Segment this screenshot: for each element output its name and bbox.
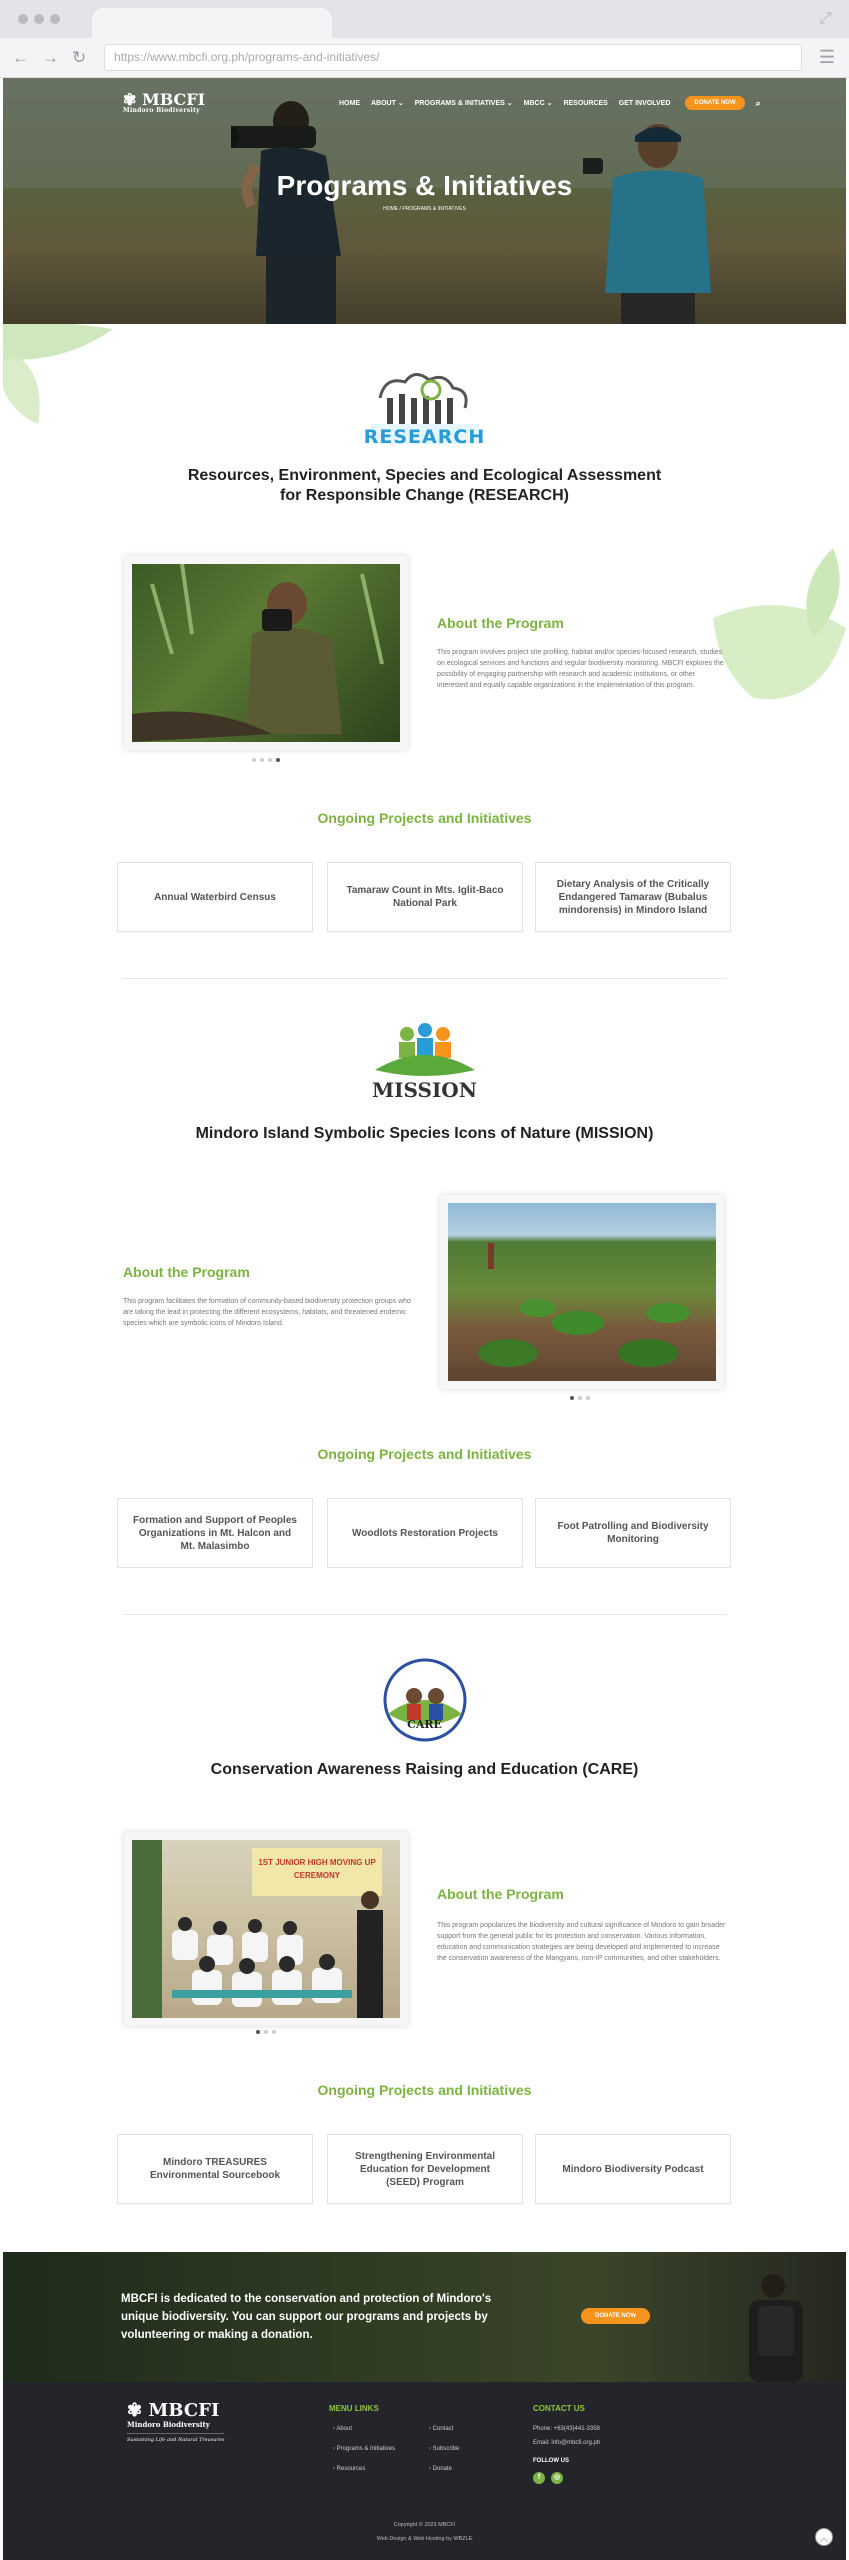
footer-logo[interactable] [127, 2400, 224, 2443]
nav-about[interactable]: ABOUT ⌄ [371, 100, 404, 107]
woodlot-image [448, 1203, 716, 1381]
carousel-dot-active[interactable] [276, 758, 280, 762]
project-card[interactable] [535, 2134, 731, 2204]
carousel-dot[interactable] [264, 2030, 268, 2034]
window-maximize-dot[interactable] [50, 14, 60, 24]
mission-carousel-dots [570, 1396, 590, 1400]
footer-email[interactable]: Email: info@mbcfi.org.ph [533, 2440, 601, 2446]
cta-donate-button[interactable]: DONATE NOW [581, 2308, 650, 2324]
carousel-dot-active[interactable] [570, 1396, 574, 1400]
footer-logo-subtitle: Mindoro Biodiversity [127, 2420, 210, 2429]
research-photo-frame [124, 556, 408, 750]
browser-titlebar [0, 0, 849, 38]
instagram-icon[interactable]: ◎ [551, 2472, 563, 2484]
logo-text: MBCFI [141, 90, 206, 109]
project-card[interactable] [117, 2134, 313, 2204]
footer-copyright: Copyright © 2023 MBCFI [393, 2522, 456, 2528]
nav-resources[interactable]: RESOURCES [563, 99, 608, 107]
care-logo-text: CARE [407, 1718, 442, 1731]
mission-logo [3, 1020, 846, 1102]
project-title: Mindoro TREASURES Environmental Sourcebook [149, 2157, 281, 2181]
nav-programs[interactable]: PROGRAMS & INITIATIVES ⌄ [414, 100, 513, 107]
mission-photo-frame [440, 1195, 724, 1389]
reload-icon[interactable]: ↻ [72, 48, 87, 67]
project-card[interactable] [535, 862, 731, 932]
hero-banner [3, 78, 846, 324]
section-divider [123, 1614, 727, 1615]
research-title-line2: for Responsible Change (RESEARCH) [280, 487, 569, 504]
page-title: Programs & Initiatives [276, 170, 573, 201]
research-title [3, 466, 846, 506]
search-icon[interactable]: ⌕ [755, 97, 761, 108]
window-minimize-dot[interactable] [34, 14, 44, 24]
nav-mbcc[interactable]: MBCC ⌄ [523, 100, 553, 107]
footer-phone[interactable]: Phone: +63(43)441-3358 [533, 2426, 600, 2432]
nav-home[interactable]: HOME [339, 99, 360, 107]
research-carousel-dots [252, 758, 280, 762]
main-navigation [339, 96, 761, 110]
care-photo-frame [124, 1832, 408, 2026]
hamburger-icon[interactable]: ☰ [818, 47, 835, 67]
site-logo[interactable] [123, 90, 205, 114]
footer-link-subscribe[interactable]: › Subscribe [429, 2446, 459, 2452]
research-about-text: This program involves project site profiling, habitat and/or species-focused research, studies on ecological services and functions and regular biodiversity monitoring. MBCFI explores the possibility of engaging partnership with research and academic institutions, or other interested and equally capable organizations in the implementation of this program. [437, 649, 724, 689]
mission-about-heading: About the Program [123, 1264, 250, 1280]
donate-button[interactable]: DONATE NOW [685, 96, 744, 110]
project-title: Annual Waterbird Census [154, 891, 276, 903]
carousel-dot[interactable] [260, 758, 264, 762]
logo-tree-icon: ✾ [123, 90, 137, 109]
web-page [3, 78, 846, 2560]
project-title: Strengthening Environmental Education for Development (SEED) Program [354, 2150, 495, 2188]
back-arrow-icon[interactable]: ← [12, 48, 29, 67]
scroll-to-top-button[interactable]: ︿ [815, 2528, 833, 2546]
research-about-heading: About the Program [437, 615, 564, 631]
footer-menu-heading: MENU LINKS [329, 2404, 379, 2413]
breadcrumb [3, 206, 846, 212]
research-logo [3, 368, 846, 453]
footer-link-programs[interactable]: › Programs & Initiatives [333, 2446, 395, 2452]
footer-link-contact[interactable]: › Contact [429, 2426, 453, 2432]
footer-link-donate[interactable]: › Donate [429, 2466, 452, 2472]
project-card[interactable] [535, 1498, 731, 1568]
footer-link-about[interactable]: › About [333, 2426, 352, 2432]
mission-about-text: This program facilitates the formation of community-based biodiversity protection groups who are taking the lead in protecting the different ecosystems, habitats, and threatened endemic species which are symbolic icons of Mindoro Island. [123, 1298, 411, 1327]
expand-icon[interactable]: ⤢ [819, 10, 832, 27]
section-divider [123, 978, 727, 979]
carousel-dot[interactable] [268, 758, 272, 762]
project-card[interactable] [327, 2134, 523, 2204]
project-title: Woodlots Restoration Projects [352, 1527, 498, 1539]
research-ongoing-heading: Ongoing Projects and Initiatives [317, 810, 532, 826]
project-card[interactable] [117, 862, 313, 932]
care-logo [3, 1656, 846, 1749]
mission-photo [448, 1203, 716, 1381]
logo-subtitle: Mindoro Biodiversity [123, 107, 200, 114]
project-title: Tamaraw Count in Mts. Iglit-Baco National Park [346, 885, 504, 909]
project-card[interactable] [327, 862, 523, 932]
care-about-heading: About the Program [437, 1886, 564, 1902]
footer-follow-heading: FOLLOW US [533, 2458, 569, 2464]
project-title: Dietary Analysis of the Critically Endangered Tamaraw (Bubalus mindorensis) in Mindoro Island [556, 878, 710, 916]
carousel-dot[interactable] [272, 2030, 276, 2034]
carousel-dot[interactable] [252, 758, 256, 762]
breadcrumb-home[interactable]: HOME [383, 206, 399, 212]
window-close-dot[interactable] [18, 14, 28, 24]
project-card[interactable] [117, 1498, 313, 1568]
students-image [132, 1840, 400, 2018]
leaf-decoration-right [713, 548, 846, 718]
breadcrumb-current: PROGRAMS & INITIATIVES [402, 206, 466, 212]
address-bar[interactable]: https://www.mbcfi.org.ph/programs-and-initiatives/ [104, 44, 802, 71]
project-card[interactable] [327, 1498, 523, 1568]
carousel-dot[interactable] [586, 1396, 590, 1400]
researcher-image [132, 564, 400, 742]
donation-cta-banner [3, 2252, 846, 2382]
ceremony-banner: 1ST JUNIOR HIGH MOVING UP CEREMONY [252, 1848, 382, 1896]
browser-toolbar [0, 38, 849, 78]
carousel-dot-active[interactable] [256, 2030, 260, 2034]
care-carousel-dots [256, 2030, 276, 2034]
cta-text: MBCFI is dedicated to the conservation and protection of Mindoro's unique biodiversity. You can support our programs and projects by volunteering or making a donation. [121, 2293, 492, 2341]
footer-credit[interactable]: Web Design & Web Hosting by WBZLE [376, 2536, 473, 2542]
research-photo [132, 564, 400, 742]
forward-arrow-icon[interactable]: → [42, 48, 59, 67]
carousel-dot[interactable] [578, 1396, 582, 1400]
care-ongoing-heading: Ongoing Projects and Initiatives [317, 2082, 532, 2098]
footer-logo-text: MBCFI [148, 2400, 220, 2421]
mission-ongoing-heading: Ongoing Projects and Initiatives [317, 1446, 532, 1462]
care-photo [132, 1840, 400, 2018]
footer-link-resources[interactable]: › Resources [333, 2466, 365, 2472]
care-about-text: This program popularizes the biodiversity and cultural significance of Mindoro to gain broader support from the general public for its protection and conservation. Various information, education and communication strategies are being developed and implemented to increase the conservation awareness of the Mangyans, non-IP communities, and other stakeholders. [437, 1922, 726, 1962]
research-logo-text: RESEARCH [363, 426, 486, 448]
project-title: Formation and Support of Peoples Organizations in Mt. Halcon and Mt. Malasimbo [133, 1514, 297, 1552]
research-title-line1: Resources, Environment, Species and Ecological Assessment [187, 467, 662, 484]
project-title: Mindoro Biodiversity Podcast [562, 2163, 704, 2175]
site-footer [3, 2382, 846, 2560]
footer-tagline: Sustaining Life and Natural Treasures [127, 2433, 224, 2443]
footer-contact-heading: CONTACT US [533, 2404, 585, 2413]
project-title: Foot Patrolling and Biodiversity Monitoring [557, 1521, 709, 1545]
facebook-icon[interactable]: f [533, 2472, 545, 2484]
mission-title: Mindoro Island Symbolic Species Icons of Nature (MISSION) [195, 1125, 654, 1142]
care-title: Conservation Awareness Raising and Education (CARE) [210, 1761, 639, 1778]
logo-tree-icon: ✾ [127, 2400, 143, 2421]
mission-logo-text: MISSION [372, 1078, 477, 1102]
breadcrumb-separator: / [399, 206, 401, 212]
nav-get-involved[interactable]: GET INVOLVED [618, 99, 671, 107]
browser-tab[interactable] [92, 8, 332, 38]
